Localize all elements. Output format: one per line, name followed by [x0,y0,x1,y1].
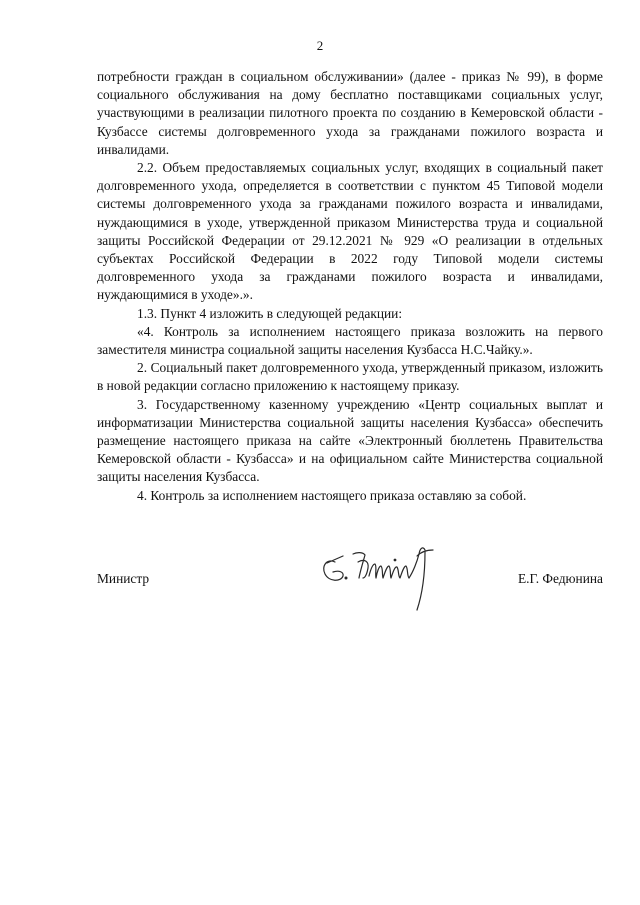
signature-block [97,570,603,590]
page-number: 2 [316,38,324,53]
paragraph-4: 4. Контроль за исполнением настоящего приказа оставляю за собой. [137,487,527,503]
paragraph-3: 3. Государственному казенному учреждению «Центр социальных выплат и информатизации Министерства социальной защиты населения Кузбасса» обеспечить размещение настоящего приказа на сайте «Электронный бюллетень Правительства Кемеровской области - Кузбасса» и на официальном сайте Министерства социальной защиты населения Кузбасса. [97,396,603,485]
paragraph-2: 2. Социальный пакет долговременного ухода, утвержденный приказом, изложить в новой редакции согласно приложению к настоящему приказу. [97,360,603,394]
signer-title: Министр [97,571,150,586]
document-body [97,68,603,505]
paragraph-quote-4: «4. Контроль за исполнением настоящего приказа возложить на первого заместителя министра социальной защиты населения Кузбасса Н.С.Чайку.». [97,323,603,358]
paragraph-1-3: 1.3. Пункт 4 изложить в следующей редакции: [137,305,403,321]
paragraph-continuation: потребности граждан в социальном обслуживании» (далее - приказ № 99), в форме социального обслуживания на дому бесплатно поставщиками социальных услуг, участвующими в реализации пилотного проекта по созданию в Кемеровской области - Кузбассе системы долговременного ухода за гражданами пожилого возраста и инвалидами. [97,69,603,157]
paragraph-2-2: 2.2. Объем предоставляемых социальных услуг, входящих в социальный пакет долговременного ухода, определяется в соответствии с пунктом 45 Типовой модели системы долговременного ухода за гражданами пожилого возраста и инвалидами, нуждающимися в уходе, утвержденной приказом Министерства труда и социальной защиты Российской Федерации от 29.12.2021 № 929 «О реализации в отдельных субъектах Российской Федерации в 2022 году Типовой модели системы долговременного ухода за гражданами пожилого возраста и инвалидами, нуждающимися в уходе».». [97,160,603,303]
signer-name: Е.Г. Федюнина [517,571,603,586]
